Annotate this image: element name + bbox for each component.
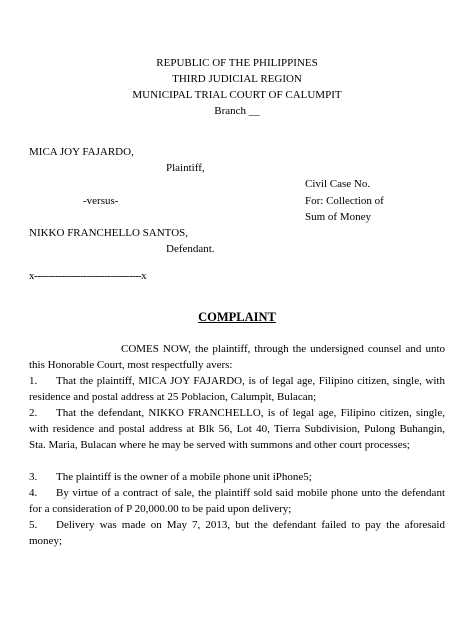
defendant-name: NIKKO FRANCHELLO SANTOS,: [29, 227, 189, 239]
intro-text: COMES NOW, the plaintiff, through the undersigned counsel and unto this Honorable Court, most respectfully avers:: [29, 343, 445, 371]
paragraph-number: 2.: [29, 407, 38, 419]
paragraph-number: 1.: [29, 375, 38, 387]
paragraph-1: [29, 373, 445, 405]
case-nature-cont: Sum of Money: [305, 211, 371, 223]
header-branch: Branch __: [214, 105, 260, 117]
header-republic: REPUBLIC OF THE PHILIPPINES: [156, 57, 318, 69]
plaintiff-role: Plaintiff,: [166, 162, 205, 174]
paragraph-number: 5.: [29, 519, 38, 531]
paragraph-text: The plaintiff is the owner of a mobile phone unit iPhone5;: [56, 471, 312, 483]
paragraph-number: 4.: [29, 487, 38, 499]
paragraph-text: Delivery was made on May 7, 2013, but the defendant failed to pay the aforesaid money;: [29, 519, 445, 547]
paragraph-3: [29, 469, 445, 485]
header-court: MUNICIPAL TRIAL COURT OF CALUMPIT: [132, 89, 342, 101]
versus-label: -versus-: [83, 195, 119, 207]
paragraph-text: That the plaintiff, MICA JOY FAJARDO, is of legal age, Filipino citizen, single, with residence and postal address at 25 Poblacion, Calumpit, Bulacan;: [29, 375, 445, 403]
case-number: Civil Case No.: [305, 178, 371, 190]
paragraph-4: [29, 485, 445, 517]
paragraph-text: That the defendant, NIKKO FRANCHELLO, is of legal age, Filipino citizen, single, with residence and postal address at Blk 56, Lot 40, Tierra Subdivision, Pulong Buhangin, Sta. Maria, Bulacan where he may be served with summons and other court processes;: [29, 407, 445, 451]
paragraph-2: [29, 405, 445, 453]
paragraph-number: 3.: [29, 471, 38, 483]
plaintiff-name: MICA JOY FAJARDO,: [29, 146, 134, 158]
intro-paragraph: [29, 341, 445, 373]
paragraph-text: By virtue of a contract of sale, the plaintiff sold said mobile phone unto the defendant for a consideration of P 20,000.00 to be paid upon delivery;: [29, 487, 445, 515]
paragraph-5: [29, 517, 445, 549]
case-nature: For: Collection of: [305, 195, 384, 207]
document-title: COMPLAINT: [198, 310, 276, 324]
defendant-role: Defendant.: [166, 243, 215, 255]
caption-separator: x-----------------------------------x: [29, 270, 147, 282]
header-region: THIRD JUDICIAL REGION: [172, 73, 302, 85]
